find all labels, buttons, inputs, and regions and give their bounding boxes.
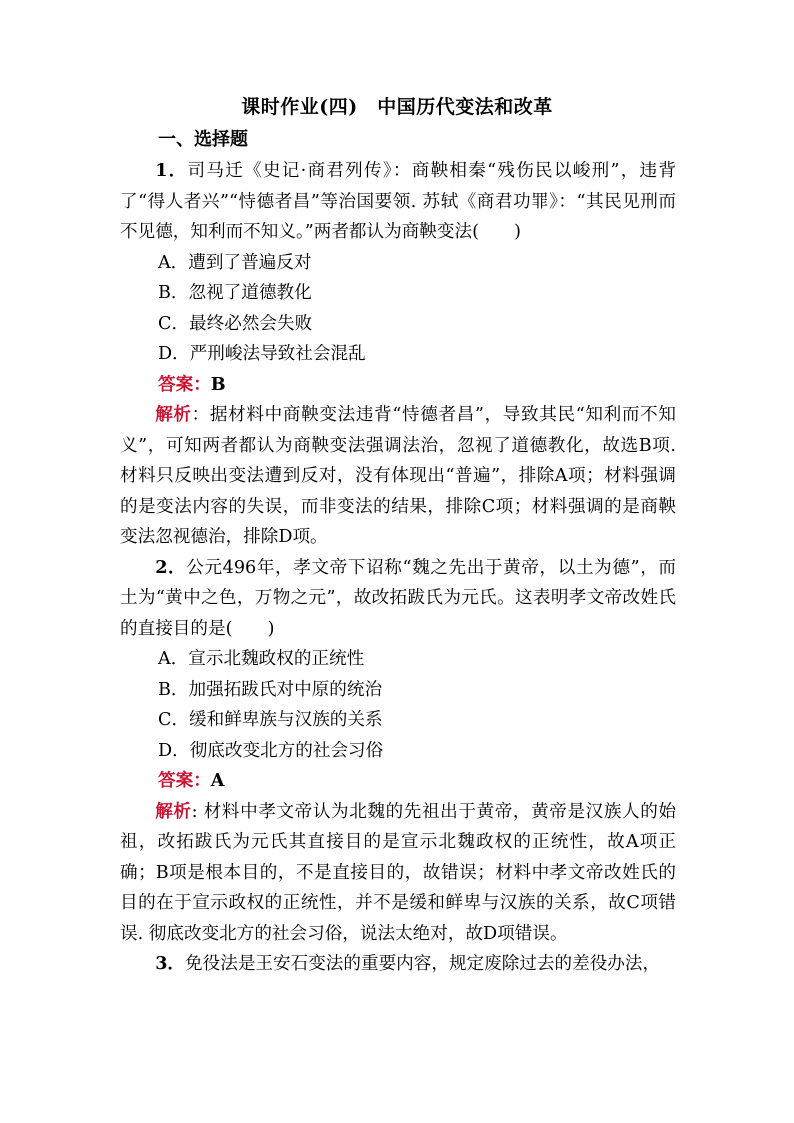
question-2-number: 2． bbox=[155, 556, 187, 578]
question-2-option-a: A．宣示北魏政权的正统性 bbox=[158, 649, 365, 669]
question-3-number: 3． bbox=[155, 953, 186, 974]
page-title: 课时作业(四) 中国历代变法和改革 bbox=[241, 96, 553, 118]
question-1-option-c: C．最终必然会失败 bbox=[158, 313, 313, 334]
question-1-number: 1． bbox=[155, 160, 188, 181]
question-2-option-c: C．缓和鲜卑族与汉族的关系 bbox=[158, 710, 383, 730]
question-1-answer bbox=[120, 370, 676, 401]
question-1-analysis bbox=[120, 400, 676, 553]
analysis-text: : 材料中孝文帝认为北魏的先祖出于黄帝，黄帝是汉族人的始祖，改拓跋氏为元氏其直接目的是宣示北魏政权的正统性，故A项正确；B项是根本目的，不是直接目的，故错误；材料中孝文帝改姓氏的目的在于宣示政权的正统性，并不是缓和鲜卑与汉族的关系，故C项错误. 彻底改变北方的社会习俗，说法太绝对，故D项错误。 bbox=[120, 801, 676, 944]
question-2-stem bbox=[120, 553, 676, 645]
question-1-text: 司马迁《史记·商君列传》：商鞅相秦“残伤民以峻刑”，违背了“得人者兴”“恃德者昌”等治国要领. 苏轼《商君功罪》：“其民见刑而不见德，知利而不知义。”两者都认为商鞅变法( ) bbox=[120, 161, 676, 242]
question-2-option-b: B．加强拓跋氏对中原的统治 bbox=[158, 679, 383, 700]
question-2-analysis bbox=[120, 797, 676, 950]
question-2-text: 公元496年，孝文帝下诏称“魏之先出于黄帝，以土为德”，而土为“黄中之色，万物之元”，故改拓跋氏为元氏。这表明孝文帝改姓氏的直接目的是( ) bbox=[120, 557, 676, 639]
question-3-stem bbox=[120, 949, 676, 980]
question-3-text: 免役法是王安石变法的重要内容，规定废除过去的差役办法， bbox=[185, 954, 661, 974]
question-2-answer bbox=[120, 766, 676, 797]
question-1-option-a: A．遭到了普遍反对 bbox=[158, 252, 312, 273]
analysis-text: ：据材料中商鞅变法违背“恃德者昌”，导致其民“知利而不知义”，可知两者都认为商鞅变法强调法治，忽视了道德教化，故选B项. 材料只反映出变法遭到反对，没有体现出“普遍”，排除A项；材料强调的是变法内容的失误，而非变法的结果，排除C项；材料强调的是商鞅变法忽视德治，排除D项。 bbox=[120, 405, 676, 547]
question-1-option-b: B．忽视了道德教化 bbox=[158, 283, 312, 303]
analysis-label: 解析 bbox=[155, 800, 192, 822]
document-body bbox=[120, 156, 676, 980]
answer-label: 答案： bbox=[158, 373, 211, 395]
answer-value: A bbox=[210, 770, 225, 791]
question-1-option-d: D．严刑峻法导致社会混乱 bbox=[158, 344, 366, 364]
answer-label: 答案： bbox=[158, 770, 211, 791]
section-heading: 一、选择题 bbox=[158, 129, 248, 150]
answer-value: B bbox=[210, 373, 226, 395]
question-2-option-d: D．彻底改变北方的社会习俗 bbox=[158, 740, 384, 761]
question-1-stem bbox=[120, 156, 676, 248]
analysis-label: 解析 bbox=[155, 404, 192, 425]
